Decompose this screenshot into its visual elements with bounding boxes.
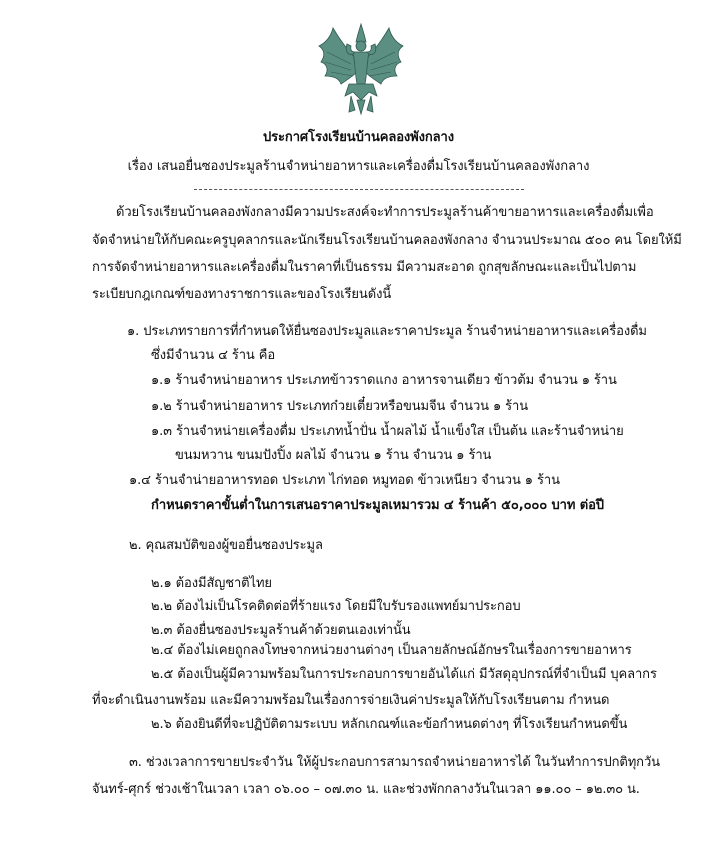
intro-line-4: ระเบียบกฎเกณฑ์ของทางราชการและของโรงเรียนดังนี้ [92,287,392,302]
divider [194,189,524,190]
qualification-5-cont: ที่จะดำเนินงานพร้อม และมีความพร้อมในเรื่องการจ่ายเงินค่าประมูลให้กับโรงเรียนตาม กำหนด [92,693,610,708]
section-1-heading: ๑. ประเภทรายการที่กำหนดให้ยื่นซองประมูลและราคาประมูล ร้านจำหน่ายอาหารและเครื่องดื่ม [127,324,647,339]
qualification-1: ๒.๑ ต้องมีสัญชาติไทย [151,576,272,591]
intro-line-2: จัดจำหน่ายให้กับคณะครูบุคลากรและนักเรียนโรงเรียนบ้านคลองพังกลาง จำนวนประมาณ ๕๐๐ คน โดยให้มี [92,233,682,248]
section-1-item-1: ๑.๑ ร้านจำหน่ายอาหาร ประเภทข้าวราดแกง อาหารจานเดียว ข้าวต้ม จำนวน ๑ ร้าน [151,373,617,388]
section-1-item-2: ๑.๒ ร้านจำหน่ายอาหาร ประเภทก๋วยเตี๋ยวหรือขนมจีน จำนวน ๑ ร้าน [151,399,529,414]
section-1-subheading: ซึ่งมีจำนวน ๔ ร้าน คือ [151,348,276,363]
section-1-item-3-cont: ขนมหวาน ขนมปังปิ้ง ผลไม้ จำนวน ๑ ร้าน จำนวน ๑ ร้าน [175,448,492,463]
intro-line-3: การจัดจำหน่ายอาหารและเครื่องดื่มในราคาที่เป็นธรรม มีความสะอาด ถูกสุขลักษณะและเป็นไปตาม [92,260,637,275]
section-3-line-2: จันทร์-ศุกร์ ช่วงเช้าในเวลา เวลา ๐๖.๐๐ – ๐๗.๓๐ น. และช่วงพักกลางวันในเวลา ๑๑.๐๐ – ๑๒.๓๐ น. [92,782,640,797]
qualification-3: ๒.๓ ต้องยื่นซองประมูลร้านค้าด้วยตนเองเท่านั้น [151,623,411,638]
announcement-title: ประกาศโรงเรียนบ้านคลองพังกลาง [263,130,454,145]
section-1-item-3: ๑.๓ ร้านจำหน่ายเครื่องดื่ม ประเภทน้ำปั่น น้ำผลไม้ น้ำแข็งใส เป็นต้น และร้านจำหน่าย [151,424,624,439]
qualification-4: ๒.๔ ต้องไม่เคยถูกลงโทษจากหน่วยงานต่างๆ เป็นลายลักษณ์อักษรในเรื่องการขายอาหาร [151,643,632,658]
section-3-line-1: ๓. ช่วงเวลาการขายประจำวัน ให้ผู้ประกอบการสามารถจำหน่ายอาหารได้ ในวันทำการปกติทุกวัน [129,755,660,770]
qualification-6: ๒.๖ ต้องยินดีที่จะปฏิบัติตามระเบบ หลักเกณฑ์และข้อกำหนดต่างๆ ที่โรงเรียนกำหนดขึ้น [151,717,628,732]
announcement-subject: เรื่อง เสนอยื่นซองประมูลร้านจำหน่ายอาหารและเครื่องดื่มโรงเรียนบ้านคลองพังกลาง [127,159,590,174]
qualification-2: ๒.๒ ต้องไม่เป็นโรคติดต่อที่ร้ายแรง โดยมีใบรับรองแพทย์มาประกอบ [151,599,521,614]
garuda-emblem-icon [311,22,411,117]
section-1-price: กำหนดราคาขั้นต่ำในการเสนอราคาประมูลเหมารวม ๔ ร้านค้า ๕๐,๐๐๐ บาท ต่อปี [151,498,604,513]
section-1-item-4: ๑.๔ ร้านจำน่ายอาหารทอด ประเภท ไก่ทอด หมูทอด ข้าวเหนียว จำนวน ๑ ร้าน [129,473,560,488]
qualification-5: ๒.๕ ต้องเป็นผู้มีความพร้อมในการประกอบการขายอันได้แก่ มีวัสดุอุปกรณ์ที่จำเป็นมี บุคลากร [151,667,657,682]
intro-line-1: ด้วยโรงเรียนบ้านคลองพังกลางมีความประสงค์จะทำการประมูลร้านค้าขายอาหารและเครื่องดื่มเพื่อ [116,205,654,220]
section-2-heading: ๒. คุณสมบัติของผู้ขอยื่นซองประมูล [129,538,323,553]
